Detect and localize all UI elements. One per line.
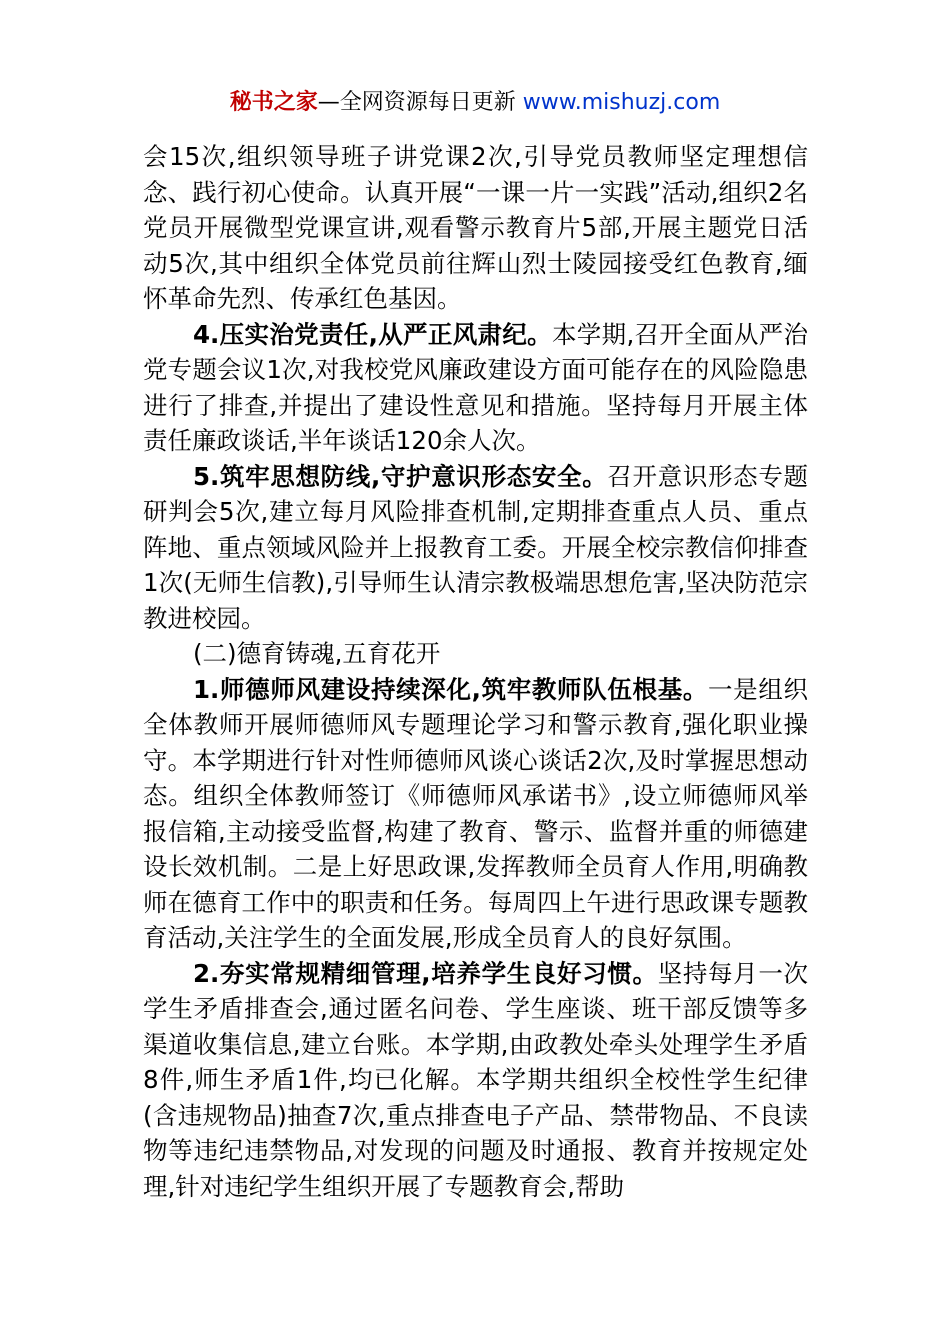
header-url-link[interactable]: www.mishuzj.com bbox=[522, 90, 721, 115]
paragraph-item-5 bbox=[143, 459, 808, 637]
section-heading bbox=[143, 636, 808, 672]
paragraph-text: 召开意识形态专题研判会5次,建立每月风险排查机制,定期排查重点人员、重点阵地、重点领域风险并上报教育工委。开展全校宗教信仰排查1次(无师生信教),引导师生认清宗教极端思想危害,坚决防范宗教进校园。 bbox=[143, 461, 808, 633]
paragraph-text: 会15次,组织领导班子讲党课2次,引导党员教师坚定理想信念、践行初心使命。认真开展“一课一片一实践”活动,组织2名党员开展微型党课宣讲,观看警示教育片5部,开展主题党日活动5次,其中组织全体党员前往辉山烈士陵园接受红色教育,缅怀革命先烈、传承红色基因。 bbox=[143, 142, 808, 313]
document-body bbox=[143, 139, 808, 1204]
paragraph-lead: 4.压实治党责任,从严正风肃纪。 bbox=[193, 319, 552, 349]
paragraph-lead: 2.夯实常规精细管理,培养学生良好习惯。 bbox=[193, 958, 658, 988]
header-brand: 秘书之家 bbox=[229, 90, 318, 115]
page-header bbox=[0, 88, 950, 118]
paragraph-item-1 bbox=[143, 672, 808, 956]
paragraph-continuation bbox=[143, 139, 808, 317]
paragraph-item-2 bbox=[143, 956, 808, 1205]
header-tagline: —全网资源每日更新 bbox=[317, 90, 523, 115]
paragraph-lead: 5.筑牢思想防线,守护意识形态安全。 bbox=[193, 461, 608, 491]
paragraph-item-4 bbox=[143, 317, 808, 459]
section-heading-text: (二)德育铸魂,五育花开 bbox=[193, 639, 441, 668]
paragraph-text: 一是组织全体教师开展师德师风专题理论学习和警示教育,强化职业操守。本学期进行针对性师德师风谈心谈话2次,及时掌握思想动态。组织全体教师签订《师德师风承诺书》,设立师德师风举报信箱,主动接受监督,构建了教育、警示、监督并重的师德建设长效机制。二是上好思政课,发挥教师全员育人作用,明确教师在德育工作中的职责和任务。每周四上午进行思政课专题教育活动,关注学生的全面发展,形成全员育人的良好氛围。 bbox=[143, 674, 808, 952]
paragraph-text: 坚持每月一次学生矛盾排查会,通过匿名问卷、学生座谈、班干部反馈等多渠道收集信息,建立台账。本学期,由政教处牵头处理学生矛盾8件,师生矛盾1件,均已化解。本学期共组织全校性学生纪律(含违规物品)抽查7次,重点排查电子产品、禁带物品、不良读物等违纪违禁物品,对发现的问题及时通报、教育并按规定处理,针对违纪学生组织开展了专题教育会,帮助 bbox=[143, 958, 809, 1201]
paragraph-text: 本学期,召开全面从严治党专题会议1次,对我校党风廉政建设方面可能存在的风险隐患进行了排查,并提出了建设性意见和措施。坚持每月开展主体责任廉政谈话,半年谈话120余人次。 bbox=[143, 319, 808, 455]
paragraph-lead: 1.师德师风建设持续深化,筑牢教师队伍根基。 bbox=[193, 674, 709, 704]
